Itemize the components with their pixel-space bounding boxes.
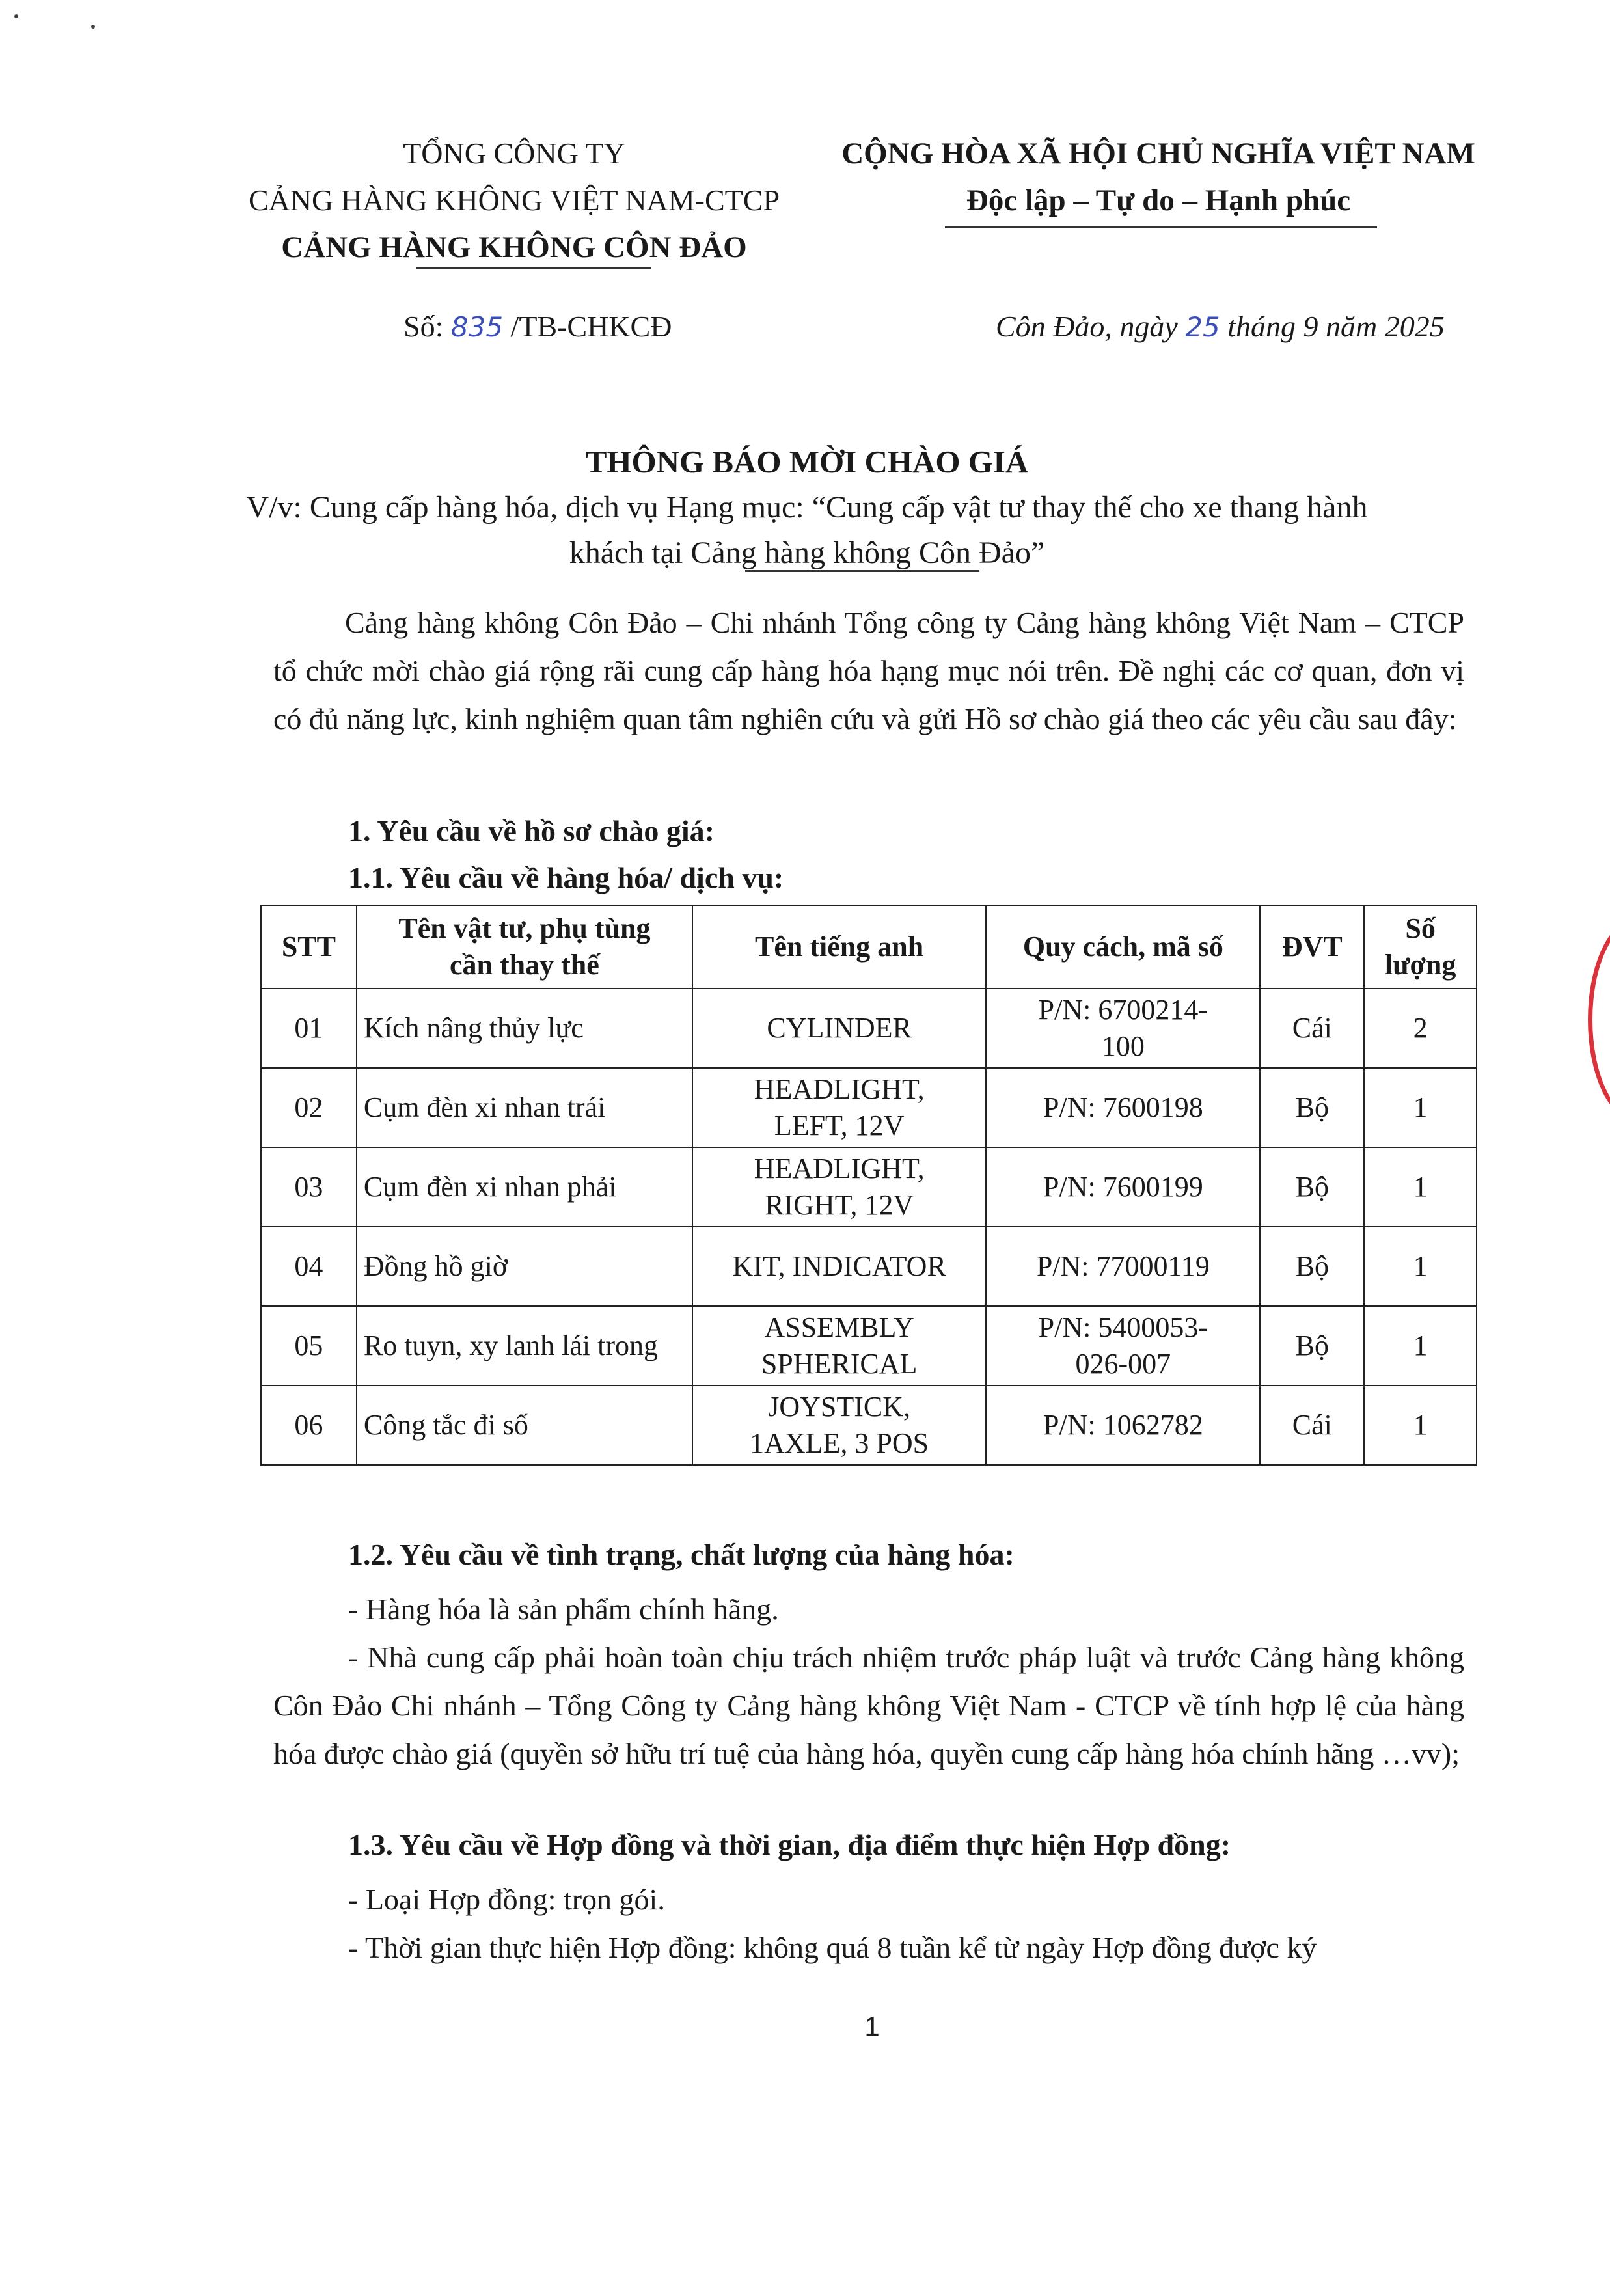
cell-name: Công tắc đi số bbox=[357, 1386, 692, 1465]
cell-english: HEADLIGHT, RIGHT, 12V bbox=[692, 1147, 986, 1227]
org-line-1: TỔNG CÔNG TY bbox=[403, 137, 625, 170]
so-suffix: /TB-CHKCĐ bbox=[510, 310, 672, 343]
col-header-english: Tên tiếng anh bbox=[692, 905, 986, 989]
motto-underline bbox=[945, 226, 1377, 228]
table-row bbox=[261, 1386, 1477, 1465]
table-row bbox=[261, 1068, 1477, 1147]
cell-qty: 1 bbox=[1364, 1386, 1477, 1465]
document-number bbox=[403, 309, 672, 344]
date-prefix: Côn Đảo, ngày bbox=[996, 310, 1178, 343]
table-header-row bbox=[261, 905, 1477, 989]
section-1-heading: 1. Yêu cầu về hồ sơ chào giá: bbox=[348, 814, 715, 847]
table-row bbox=[261, 1227, 1477, 1306]
title-underline bbox=[745, 570, 979, 572]
title-sub-2: khách tại Cảng hàng không Côn Đảo” bbox=[569, 536, 1045, 570]
col-header-spec: Quy cách, mã số bbox=[986, 905, 1260, 989]
date-suffix: tháng 9 năm 2025 bbox=[1227, 310, 1445, 343]
cell-stt: 05 bbox=[261, 1306, 357, 1386]
cell-stt: 03 bbox=[261, 1147, 357, 1227]
cell-english: HEADLIGHT, LEFT, 12V bbox=[692, 1068, 986, 1147]
col-header-unit: ĐVT bbox=[1260, 905, 1364, 989]
cell-spec: P/N: 5400053- 026-007 bbox=[986, 1306, 1260, 1386]
place-and-date bbox=[996, 309, 1445, 344]
nation-line-2: Độc lập – Tự do – Hạnh phúc bbox=[966, 184, 1351, 217]
page-number: 1 bbox=[864, 2011, 880, 2042]
table-row bbox=[261, 1147, 1477, 1227]
cell-name: Cụm đèn xi nhan trái bbox=[357, 1068, 692, 1147]
nation-line-1: CỘNG HÒA XÃ HỘI CHỦ NGHĨA VIỆT NAM bbox=[841, 137, 1475, 171]
cell-english: JOYSTICK, 1AXLE, 3 POS bbox=[692, 1386, 986, 1465]
title-main: THÔNG BÁO MỜI CHÀO GIÁ bbox=[585, 444, 1029, 480]
s13-item-1: - Loại Hợp đồng: trọn gói. bbox=[348, 1883, 665, 1916]
cell-english: ASSEMBLY SPHERICAL bbox=[692, 1306, 986, 1386]
cell-spec: P/N: 6700214- 100 bbox=[986, 989, 1260, 1068]
table-row bbox=[261, 989, 1477, 1068]
title-sub-1: V/v: Cung cấp hàng hóa, dịch vụ Hạng mục: “Cung cấp vật tư thay thế cho xe thang hành bbox=[246, 490, 1368, 525]
issuing-organization bbox=[195, 130, 833, 271]
cell-unit: Cái bbox=[1260, 1386, 1364, 1465]
cell-qty: 1 bbox=[1364, 1227, 1477, 1306]
cell-name: Kích nâng thủy lực bbox=[357, 989, 692, 1068]
national-motto bbox=[833, 130, 1484, 224]
cell-qty: 2 bbox=[1364, 989, 1477, 1068]
intro-paragraph: Cảng hàng không Côn Đảo – Chi nhánh Tổng công ty Cảng hàng không Việt Nam – CTCP tổ chức mời chào giá rộng rãi cung cấp hàng hóa hạng mục nói trên. Đề nghị các cơ quan, đơn vị có đủ năng lực, kinh nghiệm quan tâm nghiên cứu và gửi Hồ sơ chào giá theo các yêu cầu sau đây: bbox=[273, 606, 1464, 735]
handwritten-number: 835 bbox=[450, 311, 504, 343]
col-header-stt: STT bbox=[261, 905, 357, 989]
cell-spec: P/N: 77000119 bbox=[986, 1227, 1260, 1306]
cell-stt: 04 bbox=[261, 1227, 357, 1306]
org-line-2: CẢNG HÀNG KHÔNG VIỆT NAM-CTCP bbox=[248, 184, 780, 217]
cell-stt: 06 bbox=[261, 1386, 357, 1465]
cell-unit: Bộ bbox=[1260, 1147, 1364, 1227]
s12-item-2: - Nhà cung cấp phải hoàn toàn chịu trách nhiệm trước pháp luật và trước Cảng hàng không Côn Đảo Chi nhánh – Tổng Công ty Cảng hàng không Việt Nam - CTCP về tính hợp lệ của hàng hóa được chào giá (quyền sở hữu trí tuệ của hàng hóa, quyền cung cấp hàng hóa chính hãng …vv); bbox=[273, 1641, 1464, 1770]
red-seal-stamp bbox=[1588, 918, 1610, 1122]
cell-unit: Cái bbox=[1260, 989, 1364, 1068]
cell-qty: 1 bbox=[1364, 1147, 1477, 1227]
section-1-1-heading: 1.1. Yêu cầu về hàng hóa/ dịch vụ: bbox=[348, 861, 784, 894]
cell-spec: P/N: 7600199 bbox=[986, 1147, 1260, 1227]
cell-stt: 01 bbox=[261, 989, 357, 1068]
scan-speck bbox=[91, 25, 95, 29]
cell-name: Đồng hồ giờ bbox=[357, 1227, 692, 1306]
cell-name: Ro tuyn, xy lanh lái trong bbox=[357, 1306, 692, 1386]
s12-item-1: - Hàng hóa là sản phẩm chính hãng. bbox=[348, 1592, 779, 1626]
col-header-qty: Số lượng bbox=[1364, 905, 1477, 989]
cell-unit: Bộ bbox=[1260, 1227, 1364, 1306]
cell-unit: Bộ bbox=[1260, 1306, 1364, 1386]
cell-stt: 02 bbox=[261, 1068, 357, 1147]
cell-english: CYLINDER bbox=[692, 989, 986, 1068]
handwritten-day: 25 bbox=[1185, 311, 1220, 343]
cell-qty: 1 bbox=[1364, 1068, 1477, 1147]
s13-item-2: - Thời gian thực hiện Hợp đồng: không quá 8 tuần kể từ ngày Hợp đồng được ký bbox=[348, 1931, 1317, 1964]
materials-table bbox=[260, 905, 1477, 1466]
cell-english: KIT, INDICATOR bbox=[692, 1227, 986, 1306]
so-label: Số: bbox=[403, 310, 444, 343]
section-1-2-heading: 1.2. Yêu cầu về tình trạng, chất lượng của hàng hóa: bbox=[348, 1538, 1015, 1571]
org-underline bbox=[416, 267, 651, 269]
table-row bbox=[261, 1306, 1477, 1386]
org-line-3: CẢNG HÀNG KHÔNG CÔN ĐẢO bbox=[281, 230, 747, 264]
cell-unit: Bộ bbox=[1260, 1068, 1364, 1147]
section-1-3-heading: 1.3. Yêu cầu về Hợp đồng và thời gian, địa điểm thực hiện Hợp đồng: bbox=[348, 1828, 1231, 1861]
cell-name: Cụm đèn xi nhan phải bbox=[357, 1147, 692, 1227]
cell-qty: 1 bbox=[1364, 1306, 1477, 1386]
cell-spec: P/N: 7600198 bbox=[986, 1068, 1260, 1147]
scan-speck bbox=[14, 14, 18, 18]
col-header-name: Tên vật tư, phụ tùng cần thay thế bbox=[357, 905, 692, 989]
document-title bbox=[195, 439, 1419, 576]
cell-spec: P/N: 1062782 bbox=[986, 1386, 1260, 1465]
